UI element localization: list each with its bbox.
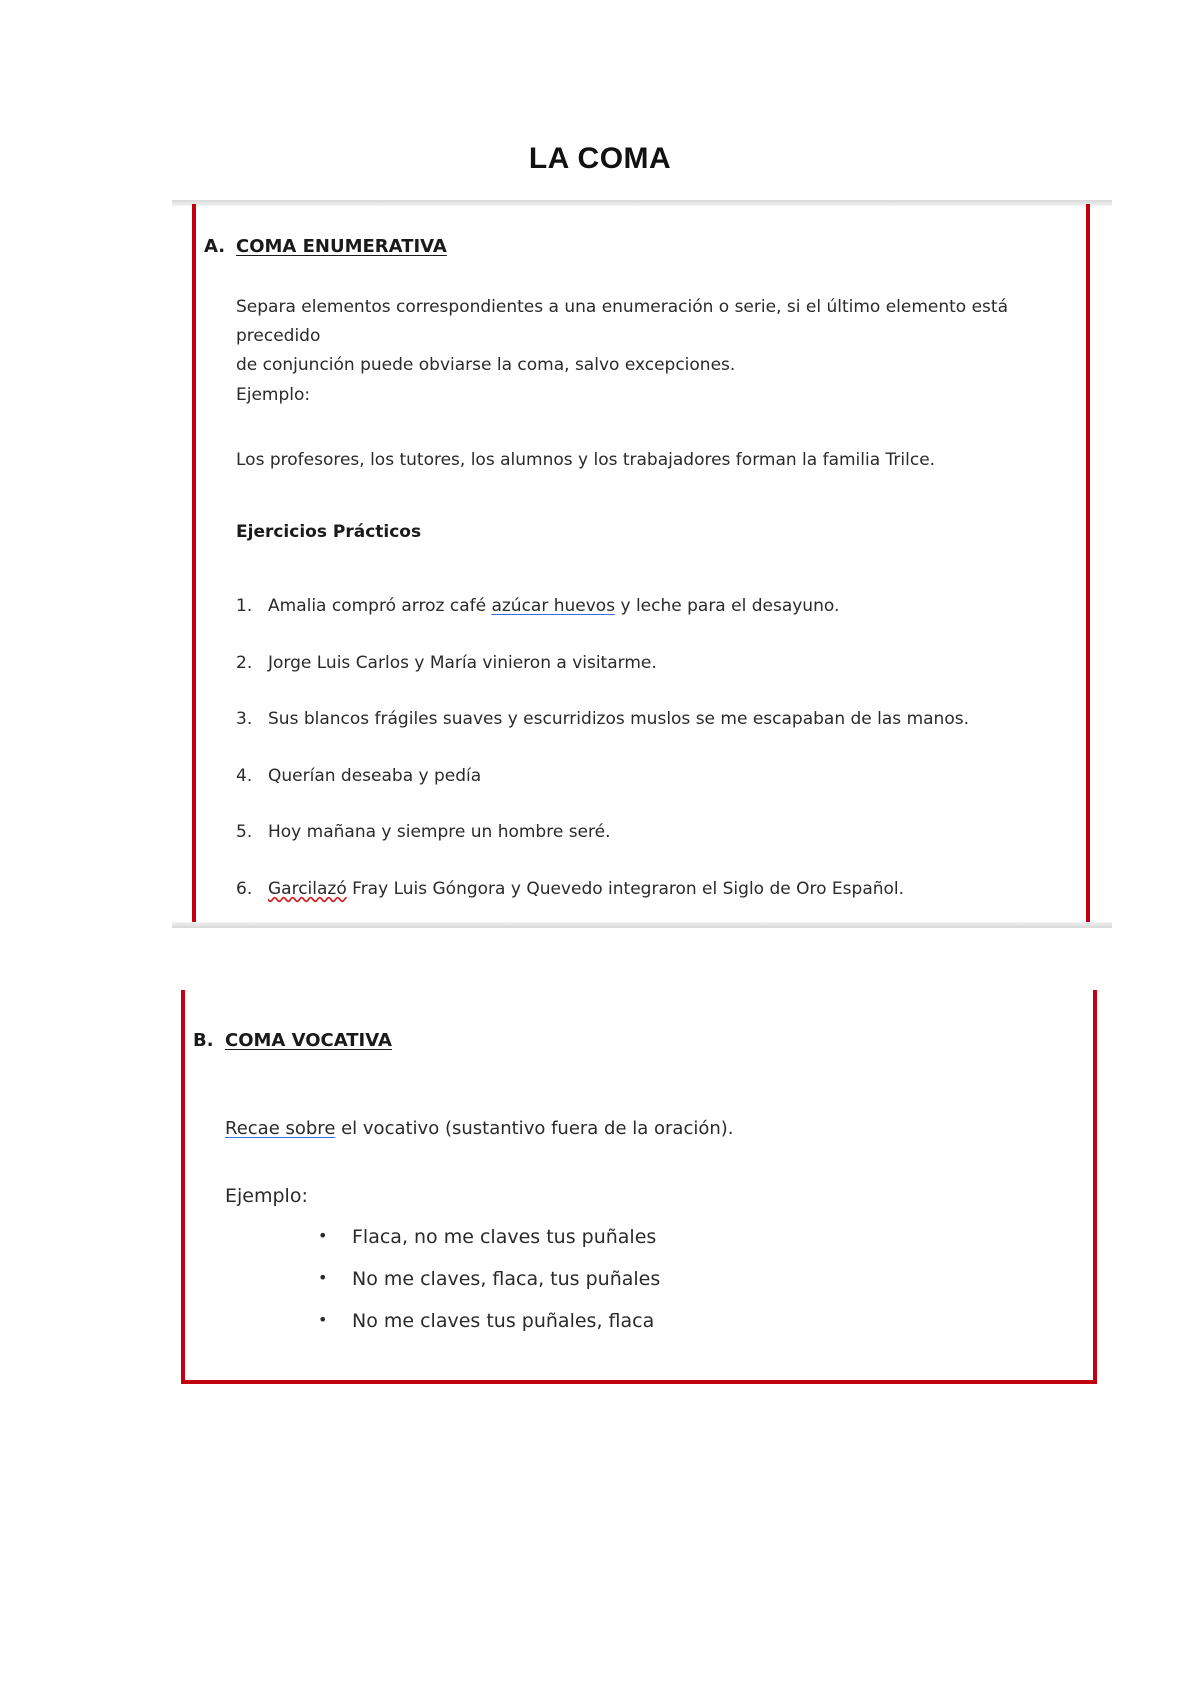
exercise-number: 1.	[236, 596, 253, 616]
section-a-coma-enumerativa	[172, 200, 1112, 926]
exercise-text-after: y leche para el desayuno.	[615, 596, 840, 616]
exercise-text: Hoy mañana y siempre un hombre seré.	[268, 822, 611, 842]
section-a-description-line-1: Separa elementos correspondientes a una enumeración o serie, si el último elemento está precedido	[236, 297, 1008, 346]
vocative-example-item	[318, 1226, 660, 1268]
section-b-letter: B.	[193, 1030, 214, 1051]
bullet-icon: •	[318, 1268, 328, 1287]
section-a-letter: A.	[204, 236, 226, 257]
vocative-example-text: Flaca, no me claves tus puñales	[352, 1226, 657, 1248]
vocative-example-item	[318, 1268, 660, 1310]
exercise-number: 6.	[236, 878, 253, 899]
bullet-icon: •	[318, 1310, 328, 1329]
section-a-description-line-2: de conjunción puede obviarse la coma, salvo excepciones.	[236, 355, 736, 375]
section-a-heading	[204, 236, 447, 257]
vocative-example-item	[318, 1310, 660, 1352]
exercise-item-1	[236, 596, 969, 653]
vocative-example-text: No me claves, flaca, tus puñales	[352, 1268, 661, 1290]
exercise-text	[268, 596, 839, 653]
vocative-example-list	[318, 1226, 660, 1352]
section-a-description	[236, 293, 1086, 380]
exercise-text: Querían deseaba y pedía	[268, 765, 482, 786]
section-b-heading	[193, 1030, 392, 1051]
grammar-mark: Recae sobre	[225, 1118, 336, 1139]
exercise-item-2	[236, 653, 969, 710]
section-b-heading-text: COMA VOCATIVA	[225, 1030, 392, 1051]
exercise-number: 2.	[236, 652, 253, 673]
exercise-item-5	[236, 822, 969, 879]
section-b-coma-vocativa	[181, 990, 1097, 1384]
page-title: LA COMA	[528, 142, 672, 175]
section-b-description-rest: el vocativo (sustantivo fuera de la oración).	[335, 1118, 734, 1139]
section-a-example-label: Ejemplo:	[236, 385, 311, 405]
section-a-heading-text: COMA ENUMERATIVA	[236, 236, 447, 257]
spelling-mark: Garcilazó	[268, 878, 347, 899]
exercise-item-4	[236, 766, 969, 823]
crop-edge-bottom	[172, 922, 1112, 928]
grammar-mark: azúcar huevos	[491, 596, 616, 616]
section-b-example-label: Ejemplo:	[225, 1185, 308, 1207]
exercise-item-3	[236, 709, 969, 766]
exercise-list	[236, 596, 969, 935]
vocative-example-text: No me claves tus puñales, flaca	[352, 1310, 655, 1332]
exercise-text: Sus blancos frágiles suaves y escurridizos muslos se me escapaban de las manos.	[268, 709, 969, 729]
exercises-heading: Ejercicios Prácticos	[236, 522, 422, 542]
exercise-text-after: Fray Luis Góngora y Quevedo integraron el Siglo de Oro Español.	[346, 878, 905, 899]
exercise-number: 3.	[236, 709, 253, 729]
exercise-text: Jorge Luis Carlos y María vinieron a visitarme.	[268, 652, 657, 673]
exercise-number: 5.	[236, 822, 253, 842]
bullet-icon: •	[318, 1226, 328, 1245]
section-b-description	[225, 1114, 734, 1143]
section-a-example-sentence: Los profesores, los tutores, los alumnos y los trabajadores forman la familia Trilce.	[236, 450, 936, 470]
exercise-number: 4.	[236, 765, 253, 786]
exercise-text-before: Amalia compró arroz café	[268, 596, 492, 616]
